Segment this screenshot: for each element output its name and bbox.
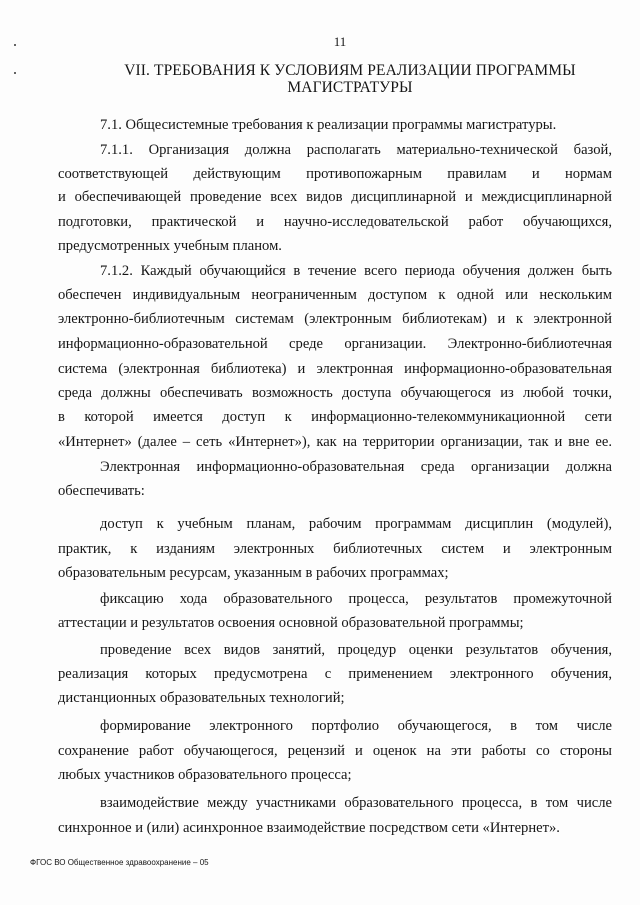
section-heading-line-1: VII. ТРЕБОВАНИЯ К УСЛОВИЯМ РЕАЛИЗАЦИИ ПРОГРАММЫ xyxy=(124,62,576,79)
text-line: 7.1.1. Организация должна располагать материально-технической базой, xyxy=(100,142,612,158)
text-line: сохранение работ обучающегося, рецензий и оценок на эти работы со стороны xyxy=(58,743,612,759)
text-line: формирование электронного портфолио обучающегося, в том числе xyxy=(100,718,612,734)
section-heading-line-2: МАГИСТРАТУРЫ xyxy=(287,79,413,96)
text-line: 7.1. Общесистемные требования к реализации программы магистратуры. xyxy=(100,117,557,133)
text-line: фиксацию хода образовательного процесса, результатов промежуточной xyxy=(100,591,612,607)
text-line: в которой имеется доступ к информационно-телекоммуникационной сети xyxy=(58,409,612,425)
text-line: «Интернет» (далее – сеть «Интернет»), как на территории организации, так и вне ее. xyxy=(58,434,612,450)
text-line: дистанционных образовательных технологий; xyxy=(58,690,345,706)
text-line: 7.1.2. Каждый обучающийся в течение всего периода обучения должен быть xyxy=(100,263,612,279)
section-heading xyxy=(80,62,620,96)
text-line: образовательным ресурсам, указанным в рабочих программах; xyxy=(58,565,449,581)
text-line: информационно-образовательной среде организации. Электронно-библиотечная xyxy=(58,336,612,352)
text-line: взаимодействие между участниками образовательного процесса, в том числе xyxy=(100,795,612,811)
scan-speck xyxy=(14,72,16,74)
text-line: синхронное и (или) асинхронное взаимодействие посредством сети «Интернет». xyxy=(58,820,560,836)
text-line: аттестации и результатов освоения основной образовательной программы; xyxy=(58,615,524,631)
text-line: соответствующей действующим противопожарным правилам и нормам xyxy=(58,166,612,182)
footer-note: ФГОС ВО Общественное здравоохранение – 05 xyxy=(30,858,209,867)
text-line: электронно-библиотечным системам (электронным библиотекам) и к электронной xyxy=(58,311,612,327)
text-line: реализация которых предусмотрена с применением электронного обучения, xyxy=(58,666,612,682)
text-line: система (электронная библиотека) и электронная информационно-образовательная xyxy=(58,361,612,377)
text-line: обеспечен индивидуальным неограниченным доступом к одной или нескольким xyxy=(58,287,612,303)
text-line: доступ к учебным планам, рабочим программам дисциплин (модулей), xyxy=(100,516,612,532)
text-line: Электронная информационно-образовательная среда организации должна xyxy=(100,459,612,475)
text-line: обеспечивать: xyxy=(58,483,145,499)
text-line: предусмотренных учебным планом. xyxy=(58,238,282,254)
text-line: любых участников образовательного процесса; xyxy=(58,767,352,783)
page-number: 11 xyxy=(333,34,347,49)
text-line: проведение всех видов занятий, процедур оценки результатов обучения, xyxy=(100,642,612,658)
text-line: практик, к изданиям электронных библиотечных систем и электронным xyxy=(58,541,612,557)
text-line: и обеспечивающей проведение всех видов дисциплинарной и междисциплинарной xyxy=(58,189,612,205)
text-line: подготовки, практической и научно-исследовательской работ обучающихся, xyxy=(58,214,612,230)
text-line: среда должны обеспечивать возможность доступа обучающегося из любой точки, xyxy=(58,385,612,401)
